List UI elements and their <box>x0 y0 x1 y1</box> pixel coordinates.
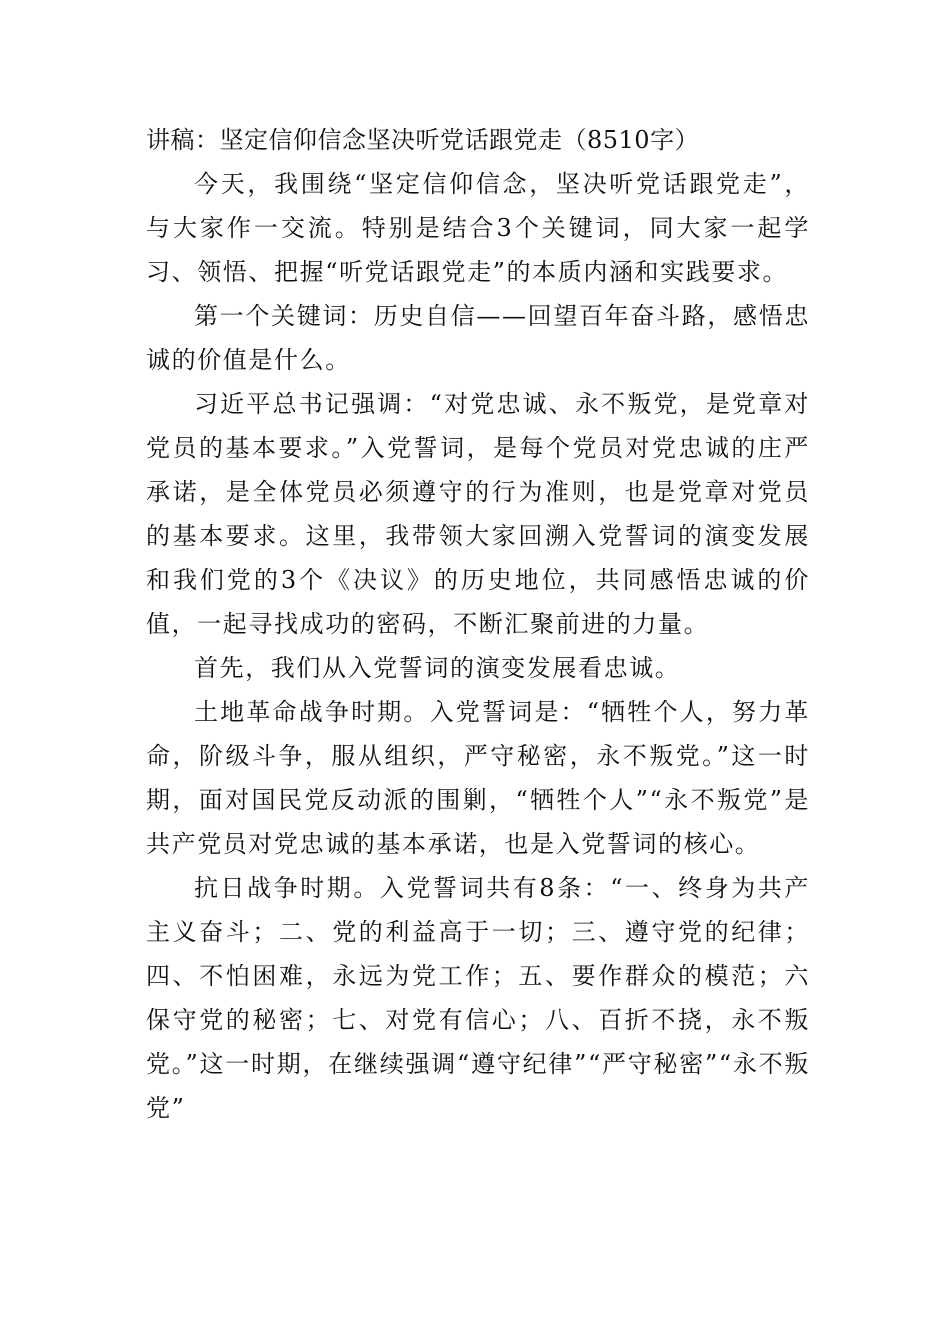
document-title: 讲稿：坚定信仰信念坚决听党话跟党走（8510字） <box>146 126 700 154</box>
paragraph-keyword-one: 第一个关键词：历史自信——回望百年奋斗路，感悟忠诚的价值是什么。 <box>146 302 810 374</box>
paragraph-land-revolution: 土地革命战争时期。入党誓词是：“牺牲个人，努力革命，阶级斗争，服从组织，严守秘密，永不叛党。”这一时期，面对国民党反动派的围剿，“牺牲个人”“永不叛党”是共产党员对党忠诚的基本承诺，也是入党誓词的核心。 <box>146 698 810 858</box>
paragraph-anti-japanese-war: 抗日战争时期。入党誓词共有8条：“一、终身为共产主义奋斗；二、党的利益高于一切；三、遵守党的纪律；四、不怕困难，永远为党工作；五、要作群众的模范；六保守党的秘密；七、对党有信心；八、百折不挠，永不叛党。”这一时期，在继续强调“遵守纪律”“严守秘密”“永不叛党” <box>146 874 810 1122</box>
paragraph-intro: 今天，我围绕“坚定信仰信念，坚决听党话跟党走”，与大家作一交流。特别是结合3个关键词，同大家一起学习、领悟、把握“听党话跟党走”的本质内涵和实践要求。 <box>146 170 810 286</box>
document-page <box>146 118 810 1130</box>
paragraph-loyalty-quote: 习近平总书记强调：“对党忠诚、永不叛党，是党章对党员的基本要求。”入党誓词，是每个党员对党忠诚的庄严承诺，是全体党员必须遵守的行为准则，也是党章对党员的基本要求。这里，我带领大家回溯入党誓词的演变发展和我们党的3个《决议》的历史地位，共同感悟忠诚的价值，一起寻找成功的密码，不断汇聚前进的力量。 <box>146 390 810 638</box>
paragraph-oath-evolution: 首先，我们从入党誓词的演变发展看忠诚。 <box>194 654 681 682</box>
